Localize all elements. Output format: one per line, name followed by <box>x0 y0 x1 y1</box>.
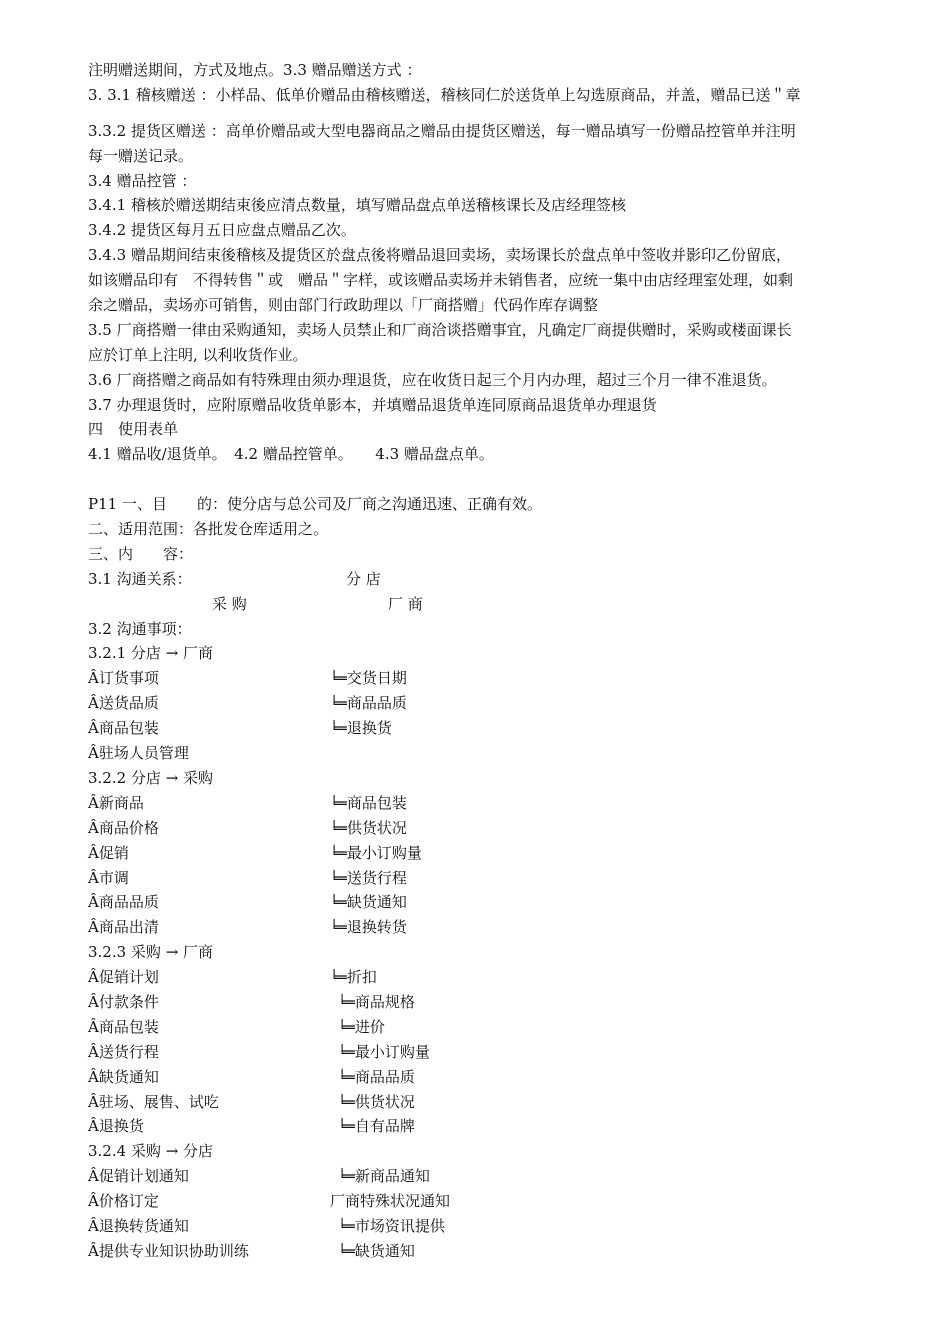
tree-mark-icon: ╘═ <box>338 1119 355 1136</box>
bullet-glyph: Â <box>88 893 99 912</box>
text-line: 3.7 办理退货时，应附原赠品收货单影本，并填赠品退货单连同原商品退货单办理退货 <box>88 395 657 414</box>
list-item <box>88 965 878 990</box>
text-line: 3.6 厂商搭赠之商品如有特殊理由须办理退货，应在收货日起三个月内办理，超过三个月一律不准退货。 <box>88 370 777 389</box>
tree-mark-icon: ╘═ <box>330 870 347 887</box>
list-item-right: ╘═退换转货 <box>330 918 407 937</box>
list-item-left: Â商品品质 <box>88 893 159 912</box>
bullet-glyph: Â <box>88 1167 99 1186</box>
tree-mark-icon: ╘═ <box>330 671 347 688</box>
section-heading: 四 使用表单 <box>88 420 179 439</box>
text-line: 3.4.3 赠品期间结束後稽核及提货区於盘点後将赠品退回卖场，卖场课长於盘点单中签收并影印乙份留底， <box>88 246 791 265</box>
document-page <box>88 58 878 1264</box>
list-item <box>88 691 878 716</box>
bullet-glyph: Â <box>88 1042 99 1061</box>
tree-mark-icon: ╘═ <box>338 1019 355 1036</box>
list-item <box>88 666 878 691</box>
text-line: 三、内 容： <box>88 544 194 563</box>
list-item-left: Â退换货 <box>88 1117 144 1136</box>
bullet-glyph: Â <box>88 793 99 812</box>
relation-line <box>88 567 878 592</box>
bullet-glyph: Â <box>88 918 99 937</box>
list-item-right: ╘═退换货 <box>330 719 392 738</box>
text-line: 3.4.2 提货区每月五日应盘点赠品乙次。 <box>88 221 356 240</box>
tree-mark-icon: ╘═ <box>338 1044 355 1061</box>
list-item-left: Â促销 <box>88 843 129 862</box>
forms-list: 4.1 赠品收/退货单。 4.2 赠品控管单。 4.3 赠品盘点单。 <box>88 445 494 464</box>
relation-label: 3.1 沟通关系： <box>88 569 192 588</box>
list-item-left: Â商品包装 <box>88 719 159 738</box>
relation-line <box>88 592 878 617</box>
list-item-left: Â付款条件 <box>88 992 159 1011</box>
bullet-glyph: Â <box>88 843 99 862</box>
text-line: 3. 3.1 稽核赠送 ：小样品、低单价赠品由稽核赠送，稽核同仁於送货单上勾选原商品，并盖，赠品已送＂章 <box>88 85 801 104</box>
list-item <box>88 741 878 766</box>
relation-vendor: 厂 商 <box>388 594 423 613</box>
list-item-left: Â商品价格 <box>88 818 159 837</box>
list-item <box>88 1239 878 1264</box>
text-line: 注明赠送期间，方式及地点。3.3 赠品赠送方式 ： <box>88 61 422 79</box>
text-line: 3.2 沟通事项： <box>88 619 192 638</box>
text-line: 3.4 赠品控管 ： <box>88 171 197 190</box>
text-line: 如该赠品印有 不得转售＂或 赠品＂字样，或该赠品卖场并未销售者，应统一集中由店经理室处理，如剩 <box>88 271 794 290</box>
list-item-right: ╘═进价 <box>338 1017 385 1036</box>
tree-mark-icon: ╘═ <box>330 820 347 837</box>
list-item <box>88 1164 878 1189</box>
text-line: 二、适用范围：各批发仓库适用之。 <box>88 520 329 539</box>
bullet-glyph: Â <box>88 1117 99 1136</box>
bullet-glyph: Â <box>88 1017 99 1036</box>
section-title: 3.2.2 分店 → 采购 <box>88 768 214 787</box>
bullet-glyph: Â <box>88 1241 99 1260</box>
bullet-glyph: Â <box>88 669 99 688</box>
list-item-left: Â送货品质 <box>88 694 159 713</box>
list-item <box>88 915 878 940</box>
list-item-left: Â促销计划通知 <box>88 1167 189 1186</box>
tree-mark-icon: ╘═ <box>330 895 347 912</box>
list-item-right: ╘═缺货通知 <box>338 1241 415 1260</box>
bullet-glyph: Â <box>88 1092 99 1111</box>
tree-mark-icon: ╘═ <box>338 1169 355 1186</box>
bullet-glyph: Â <box>88 1216 99 1235</box>
list-item-right: ╘═缺货通知 <box>330 893 407 912</box>
list-item <box>88 1114 878 1139</box>
list-item <box>88 1090 878 1115</box>
bullet-glyph: Â <box>88 992 99 1011</box>
list-item-left: Â退换转货通知 <box>88 1216 189 1235</box>
tree-mark-icon: ╘═ <box>338 1218 355 1235</box>
list-item <box>88 1015 878 1040</box>
list-item-right: ╘═商品规格 <box>338 992 415 1011</box>
list-item-right: ╘═商品品质 <box>330 694 407 713</box>
list-item <box>88 890 878 915</box>
tree-mark-icon: ╘═ <box>330 696 347 713</box>
list-item <box>88 1040 878 1065</box>
list-item-left: Â促销计划 <box>88 968 159 987</box>
tree-mark-icon: ╘═ <box>330 970 347 987</box>
text-line: 余之赠品，卖场亦可销售，则由部门行政助理以「厂商搭赠」代码作库存调整 <box>88 296 599 315</box>
list-item <box>88 816 878 841</box>
list-item-right: ╘═市场资讯提供 <box>338 1216 445 1235</box>
list-item <box>88 791 878 816</box>
relation-purchase: 采 购 <box>212 594 247 613</box>
list-item <box>88 1189 878 1214</box>
text-line: 3.5 厂商搭赠一律由采购通知，卖场人员禁止和厂商洽谈搭赠事宜，凡确定厂商提供赠时，采购或楼面课长 <box>88 320 792 339</box>
list-item-right: ╘═最小订购量 <box>330 843 422 862</box>
tree-mark-icon: ╘═ <box>338 994 355 1011</box>
list-item-right: ╘═商品品质 <box>338 1067 415 1086</box>
list-item-right: ╘═交货日期 <box>330 669 407 688</box>
bullet-glyph: Â <box>88 968 99 987</box>
list-item <box>88 716 878 741</box>
list-item <box>88 841 878 866</box>
tree-mark-icon: ╘═ <box>330 795 347 812</box>
list-item <box>88 1065 878 1090</box>
list-item-right: ╘═最小订购量 <box>338 1042 430 1061</box>
bullet-glyph: Â <box>88 818 99 837</box>
section-title: 3.2.1 分店 → 厂商 <box>88 644 214 663</box>
list-item-right: ╘═新商品通知 <box>338 1167 430 1186</box>
list-item <box>88 990 878 1015</box>
tree-mark-icon: ╘═ <box>338 1243 355 1260</box>
tree-mark-icon: ╘═ <box>330 920 347 937</box>
list-item-left: Â商品出清 <box>88 918 159 937</box>
list-item-left: Â提供专业知识协助训练 <box>88 1241 249 1260</box>
tree-mark-icon: ╘═ <box>338 1094 355 1111</box>
list-item-left: Â驻场、展售、试吃 <box>88 1092 219 1111</box>
list-item-left: Â驻场人员管理 <box>88 744 189 763</box>
tree-mark-icon: ╘═ <box>338 1069 355 1086</box>
bullet-glyph: Â <box>88 719 99 738</box>
tree-mark-icon: ╘═ <box>330 721 347 738</box>
list-item-right: ╘═供货状况 <box>330 818 407 837</box>
list-item-left: Â送货行程 <box>88 1042 159 1061</box>
bullet-glyph: Â <box>88 1192 99 1211</box>
communication-sections <box>88 641 878 1263</box>
relation-store: 分 店 <box>346 569 381 588</box>
list-item-left: Â价格订定 <box>88 1192 159 1211</box>
list-item-right: ╘═送货行程 <box>330 868 407 887</box>
list-item <box>88 866 878 891</box>
list-item-right: ╘═折扣 <box>330 968 377 987</box>
list-item-right: ╘═自有品牌 <box>338 1117 415 1136</box>
section-title: 3.2.4 采购 → 分店 <box>88 1142 214 1161</box>
text-line: 3.3.2 提货区赠送 ：高单价赠品或大型电器商品之赠品由提货区赠送，每一赠品填写一份赠品控管单并注明 <box>88 121 796 140</box>
list-item <box>88 1214 878 1239</box>
bullet-glyph: Â <box>88 744 99 763</box>
text-line: P11 一、目 的：使分店与总公司及厂商之沟通迅速、正确有效。 <box>88 495 542 514</box>
list-item-left: Â市调 <box>88 868 129 887</box>
text-line: 3.4.1 稽核於赠送期结束後应清点数量，填写赠品盘点单送稽核课长及店经理签核 <box>88 196 626 215</box>
section-title: 3.2.3 采购 → 厂商 <box>88 943 214 962</box>
text-line: 每一赠送记录。 <box>88 146 194 165</box>
list-item-left: Â订货事项 <box>88 669 159 688</box>
list-item-left: Â缺货通知 <box>88 1067 159 1086</box>
list-item-left: Â新商品 <box>88 793 144 812</box>
list-item-right: ╘═商品包装 <box>330 793 407 812</box>
list-item-right: 厂商特殊状况通知 <box>330 1192 451 1211</box>
bullet-glyph: Â <box>88 1067 99 1086</box>
list-item-left: Â商品包装 <box>88 1017 159 1036</box>
tree-mark-icon: ╘═ <box>330 845 347 862</box>
text-line: 应於订单上注明, 以利收货作业。 <box>88 345 308 364</box>
bullet-glyph: Â <box>88 694 99 713</box>
bullet-glyph: Â <box>88 868 99 887</box>
list-item-right: ╘═供货状况 <box>338 1092 415 1111</box>
